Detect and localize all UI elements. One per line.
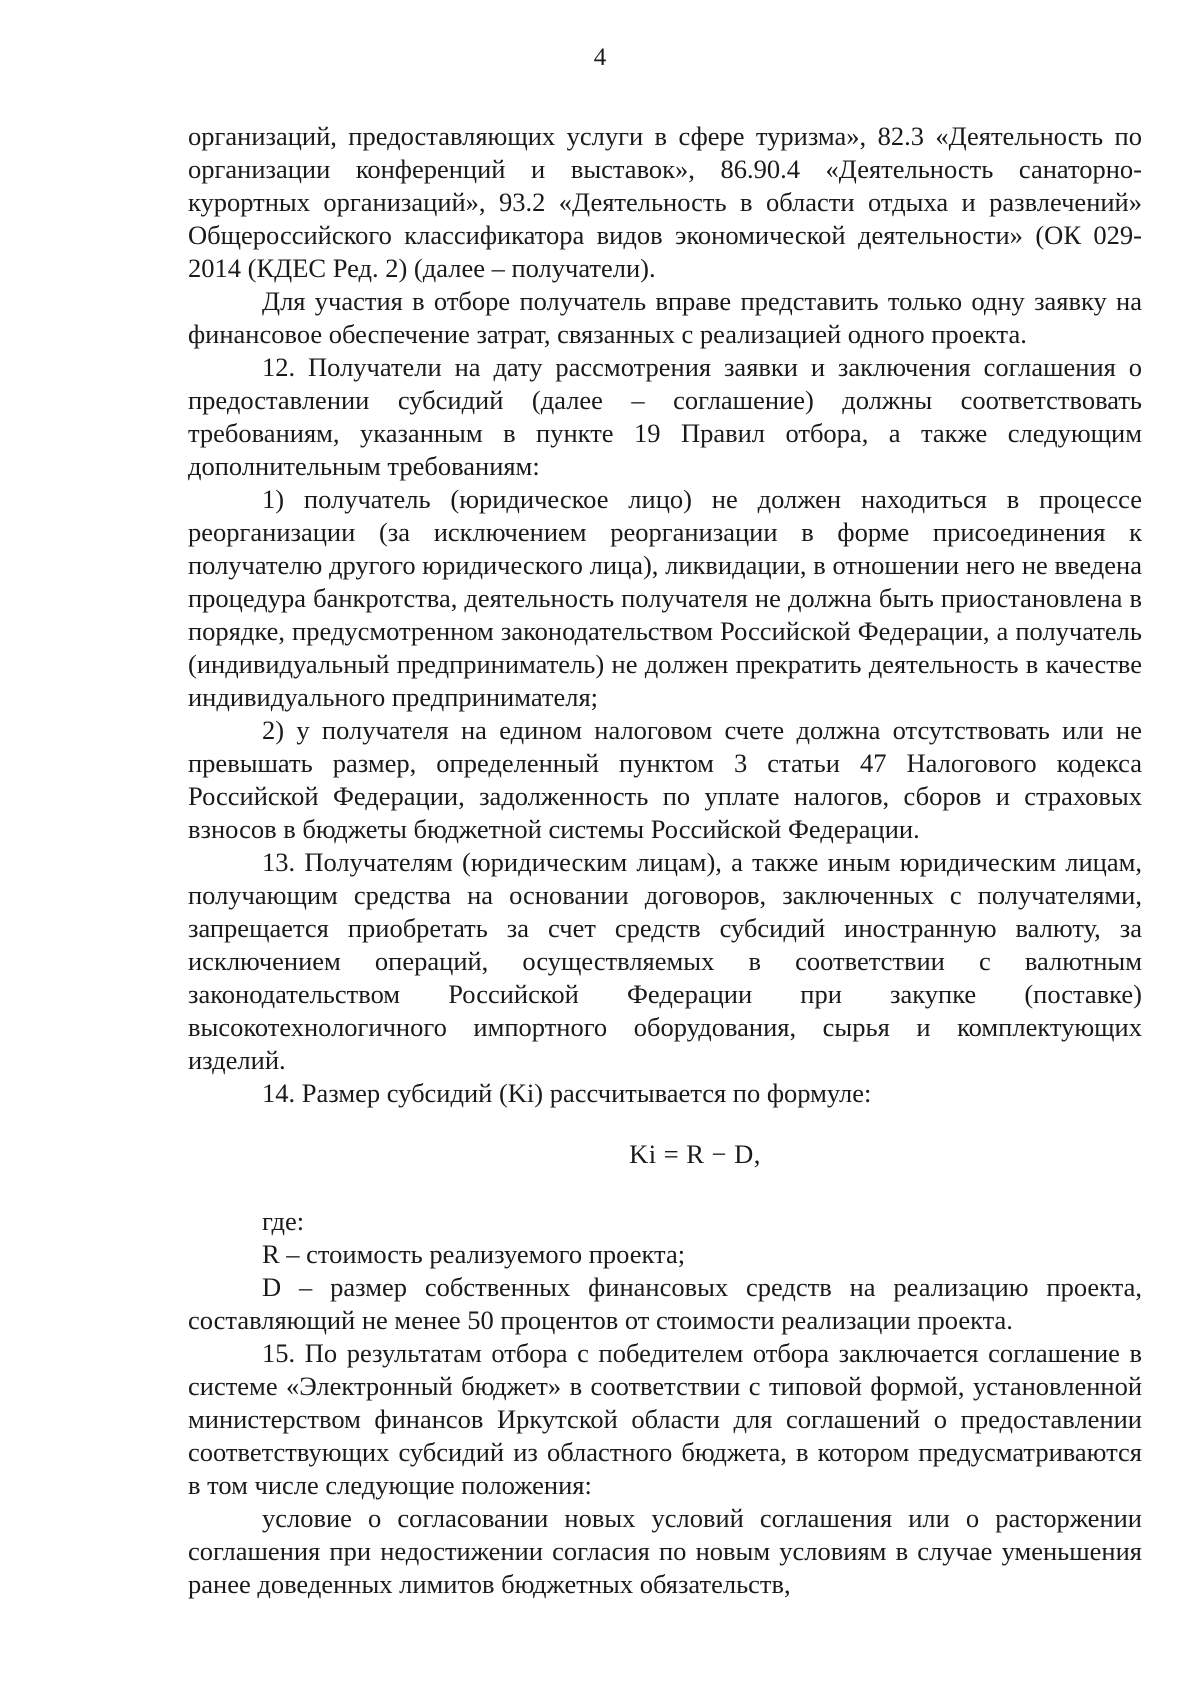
paragraph-12-requirements: 12. Получатели на дату рассмотрения заявки и заключения соглашения о предоставлении субсидий (далее – соглашение) должны соответствовать требованиям, указанным в пункте 19 Правил отбора, а также следующим дополнительным требованиям: <box>188 352 1142 481</box>
paragraph-12-item-1: 1) получатель (юридическое лицо) не должен находиться в процессе реорганизации (за исключением реорганизации в форме присоединения к получателю другого юридического лица), ликвидации, в отношении него не введена процедура банкротства, деятельность получателя не должна быть приостановлена в порядке, предусмотренном законодательством Российской Федерации, а получатель (индивидуальный предприниматель) не должен прекратить деятельность в качестве индивидуального предпринимателя; <box>188 484 1142 712</box>
document-body <box>188 120 1142 1601</box>
subsidy-formula: Ki = R − D, <box>629 1139 761 1169</box>
paragraph-15-agreement: 15. По результатам отбора с победителем отбора заключается соглашение в системе «Электронный бюджет» в соответствии с типовой формой, установленной министерством финансов Иркутской области для соглашений о предоставлении соответствующих субсидий из областного бюджета, в котором предусматриваются в том числе следующие положения: <box>188 1338 1142 1500</box>
paragraph-14-formula-intro: 14. Размер субсидий (Ki) рассчитывается по формуле: <box>262 1078 872 1108</box>
formula-definition-d: D – размер собственных финансовых средств на реализацию проекта, составляющий не менее 50 процентов от стоимости реализации проекта. <box>188 1272 1142 1335</box>
paragraph-single-application: Для участия в отборе получатель вправе представить только одну заявку на финансовое обеспечение затрат, связанных с реализацией одного проекта. <box>188 286 1142 349</box>
formula-where: где: <box>262 1206 305 1236</box>
page-number: 4 <box>593 44 607 71</box>
formula-definition-r: R – стоимость реализуемого проекта; <box>262 1239 686 1269</box>
paragraph-continuation: организаций, предоставляющих услуги в сфере туризма», 82.3 «Деятельность по организации конференций и выставок», 86.90.4 «Деятельность санаторно-курортных организаций», 93.2 «Деятельность в области отдыха и развлечений» Общероссийского классификатора видов экономической деятельности» (ОК 029-2014 (КДЕС Ред. 2) (далее – получатели). <box>188 121 1142 283</box>
paragraph-13-currency: 13. Получателям (юридическим лицам), а также иным юридическим лицам, получающим средства на основании договоров, заключенных с получателями, запрещается приобретать за счет средств субсидий иностранную валюту, за исключением операций, осуществляемых в соответствии с валютным законодательством Российской Федерации при закупке (поставке) высокотехнологичного импортного оборудования, сырья и комплектующих изделий. <box>188 847 1142 1075</box>
paragraph-agreement-condition: условие о согласовании новых условий соглашения или о расторжении соглашения при недостижении согласия по новым условиям в случае уменьшения ранее доведенных лимитов бюджетных обязательств, <box>188 1503 1142 1599</box>
paragraph-12-item-2: 2) у получателя на едином налоговом счете должна отсутствовать или не превышать размер, определенный пунктом 3 статьи 47 Налогового кодекса Российской Федерации, задолженность по уплате налогов, сборов и страховых взносов в бюджеты бюджетной системы Российской Федерации. <box>188 715 1142 844</box>
